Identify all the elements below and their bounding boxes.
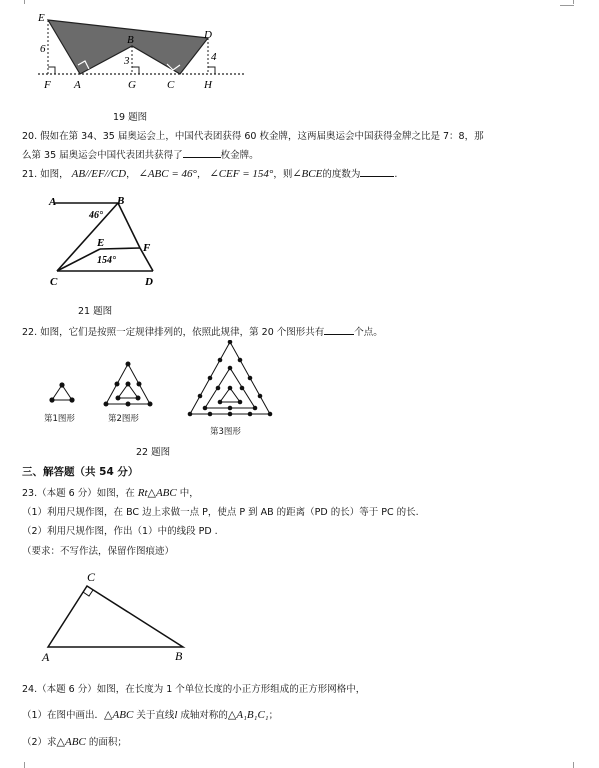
q20-line2-end: 枚金牌。 (220, 150, 259, 161)
fig21-line-ce (57, 249, 100, 271)
fig23-label-a: A (42, 650, 50, 664)
q23-requirement: （要求：不写作法，保留作图痕迹） (22, 546, 175, 557)
q21-mid: ，则 (273, 169, 293, 180)
fig21-label-a: A (49, 196, 57, 208)
fig19-right-angle-g (132, 67, 139, 74)
fig19-measure-left: 6 (40, 43, 46, 55)
fig22-label-3: 第3图形 (210, 427, 241, 437)
q21-condition-parallel: AB//EF//CD (71, 168, 127, 180)
fig21-label-c: C (50, 276, 58, 288)
figure-19 (30, 8, 250, 93)
q21-condition-cef: ∠CEF = 154° (209, 168, 274, 180)
fig19-right-angle-h (208, 67, 215, 74)
fig22-caption: 22 题图 (136, 447, 171, 458)
fig19-caption: 19 题图 (113, 112, 148, 123)
q23-line1-text: 23.（本题 6 分）如图，在 (22, 488, 138, 499)
q23-line1-end: 中， (176, 488, 199, 499)
fig19-label-f: F (44, 79, 51, 91)
fig21-label-f: F (143, 242, 151, 254)
figure-22 (40, 340, 290, 440)
crop-mark (18, 762, 25, 768)
q20-line2-text: 么第 35 届奥运会中国代表团共获得了 (22, 150, 183, 161)
fig22-pattern-2 (104, 362, 153, 407)
q21-number: 21. 如图， (22, 169, 69, 180)
fig21-angle-46: 46° (89, 210, 103, 221)
fig21-angle-154: 154° (97, 255, 116, 266)
q21-line (22, 166, 397, 180)
q24-part1-mid: 关于直线 (133, 710, 175, 721)
q22-text: 22. 如图，它们是按照一定规律排列的，依照此规律，第 20 个图形共有 (22, 327, 325, 338)
crop-mark (573, 0, 580, 4)
fig19-label-d: D (204, 29, 212, 41)
fig23-label-c: C (87, 570, 96, 584)
fig21-caption: 21 题图 (78, 306, 113, 317)
fig22-label-1: 第1图形 (44, 414, 75, 424)
q23-triangle: Rt△ABC (137, 487, 177, 499)
q24-part1 (22, 707, 278, 721)
crop-mark (18, 0, 25, 4)
q21-end: . (394, 169, 398, 180)
fig23-triangle (48, 586, 183, 647)
figure-23 (36, 568, 196, 664)
fig19-measure-mid: 3 (124, 55, 130, 67)
q23-part1: （1）利用尺规作图，在 BC 边上求做一点 P，使点 P 到 AB 的距离（PD 的长）等于 PC 的长. (22, 507, 419, 518)
figure-21 (45, 193, 165, 288)
q21-sep: ， (196, 169, 207, 180)
fig21-label-e: E (97, 237, 105, 249)
q21-sep: ， (126, 169, 136, 180)
q24-line-l: l (174, 709, 178, 721)
fig22-pattern-1 (49, 382, 74, 402)
fig19-measure-right: 4 (211, 51, 217, 63)
q24-triangle-abc-2: △ABC (56, 736, 86, 748)
q24-part2 (22, 734, 127, 748)
q20-line2 (22, 147, 259, 161)
q23-part2: （2）利用尺规作图，作出（1）中的线段 PD . (22, 526, 218, 537)
fig19-label-a: A (74, 79, 81, 91)
q24-part1-end: ； (268, 710, 279, 721)
fig21-line-bf (118, 203, 140, 248)
crop-mark (573, 762, 580, 768)
q21-answer-blank[interactable] (360, 167, 394, 177)
q24-part1-text: （1）在图中画出． (22, 710, 105, 721)
q21-condition-abc: ∠ABC = 46° (138, 168, 197, 180)
q23-line1 (22, 485, 199, 499)
fig21-label-b: B (117, 195, 125, 207)
q20-answer-blank[interactable] (183, 148, 221, 158)
fig21-label-d: D (145, 276, 153, 288)
q24-triangle-abc: △ABC (104, 709, 134, 721)
q24-line1: 24.（本题 6 分）如图，在长度为 1 个单位长度的小正方形组成的正方形网格中， (22, 684, 366, 695)
q24-part2-text: （2）求 (22, 737, 57, 748)
q22-line (22, 324, 383, 338)
fig19-label-e: E (38, 12, 45, 24)
fig19-right-angle-f (48, 67, 55, 74)
q20-line1: 20. 假如在第 34、35 届奥运会上，中国代表团获得 60 枚金牌，这两届奥运会中国获得金牌之比是 7：8，那 (22, 131, 484, 142)
crop-mark (560, 5, 574, 6)
fig19-label-h: H (204, 79, 212, 91)
q22-end: 个点。 (354, 327, 383, 338)
q24-part2-end: 的面积； (85, 737, 127, 748)
q24-part1-mid2: 成轴对称的 (177, 710, 228, 721)
q24-triangle-a1b1c1: △A₁B₁C₁ (227, 709, 269, 721)
q21-target: ∠BCE (292, 168, 323, 180)
fig19-label-c: C (167, 79, 175, 91)
section-3-heading: 三、解答题（共 54 分） (22, 466, 139, 478)
q22-answer-blank[interactable] (324, 325, 354, 335)
fig23-label-b: B (175, 649, 183, 663)
fig21-line-ef (100, 248, 140, 249)
q21-post: 的度数为 (322, 169, 361, 180)
fig22-label-2: 第2图形 (108, 414, 139, 424)
fig19-label-b: B (127, 34, 134, 46)
fig19-label-g: G (128, 79, 136, 91)
fig22-pattern-3 (188, 340, 273, 416)
